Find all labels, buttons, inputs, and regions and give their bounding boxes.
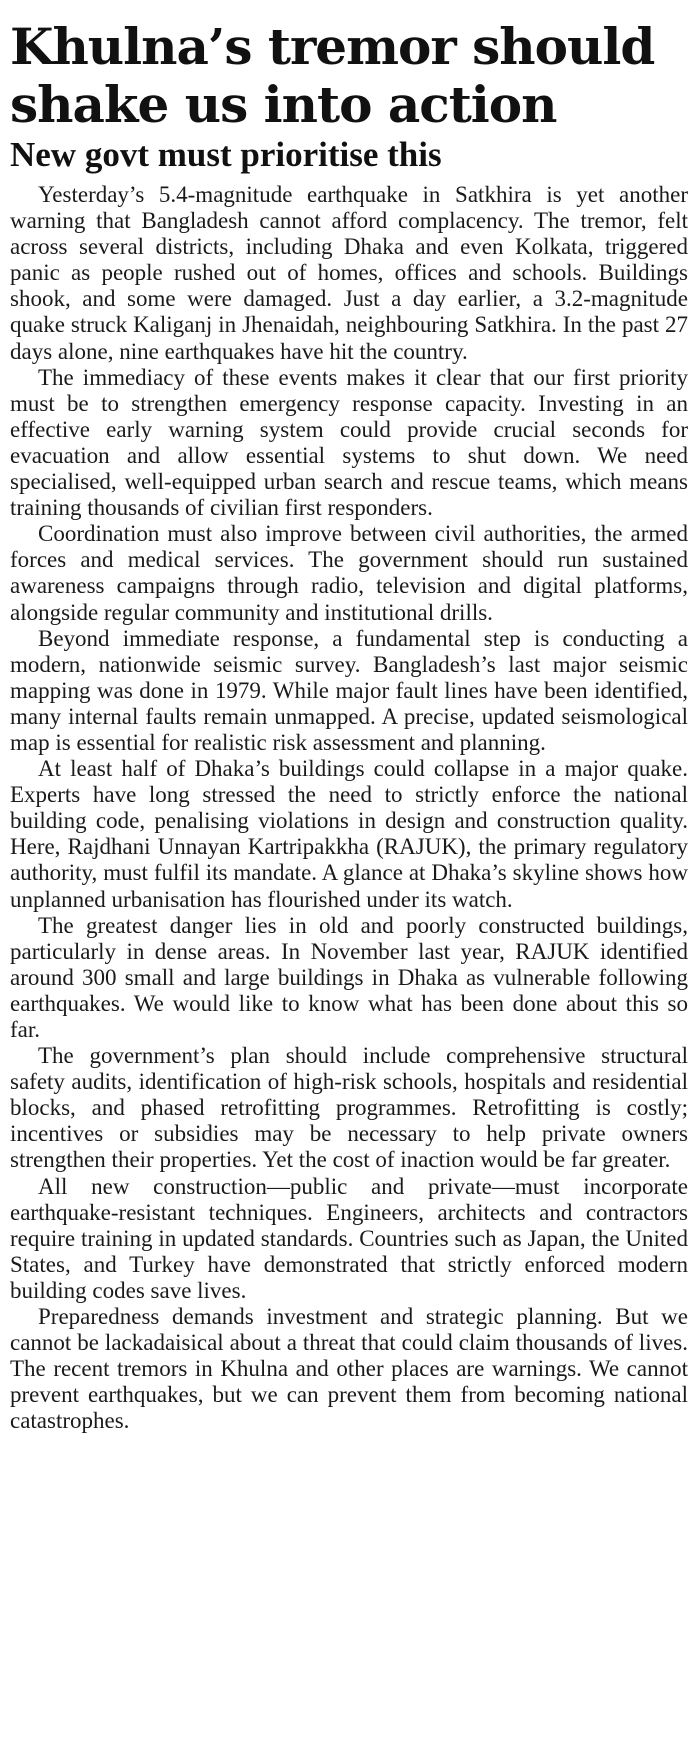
- body-paragraph-5: At least half of Dhaka’s buildings could collapse in a major quake. Experts have long stressed the need to strictly enforce the national building code, penalising violations in design and construction quality. Here, Rajdhani Unnayan Kartripakkha (RAJUK), the primary regulatory authority, must fulfil its mandate. A glance at Dhaka’s skyline shows how unplanned urbanisation has flourished under its watch.: [10, 756, 688, 912]
- body-paragraph-7: The government’s plan should include comprehensive structural safety audits, identification of high-risk schools, hospitals and residential blocks, and phased retrofitting programmes. Retrofitting is costly; incentives or subsidies may be necessary to help private owners strengthen their properties. Yet the cost of inaction would be far greater.: [10, 1043, 688, 1173]
- body-paragraph-4: Beyond immediate response, a fundamental step is conducting a modern, nationwide seismic survey. Bangladesh’s last major seismic mapping was done in 1979. While major fault lines have been identified, many internal faults remain unmapped. A precise, updated seismological map is essential for realistic risk assessment and planning.: [10, 625, 688, 755]
- subheadline: New govt must prioritise this: [10, 135, 442, 174]
- body-paragraph-1: Yesterday’s 5.4-magnitude earthquake in Satkhira is yet another warning that Bangladesh cannot afford complacency. The tremor, felt across several districts, including Dhaka and even Kolkata, triggered panic as people rushed out of homes, offices and schools. Buildings shook, and some were damaged. Just a day earlier, a 3.2-magnitude quake struck Kaliganj in Jhenaidah, neighbouring Satkhira. In the past 27 days alone, nine earthquakes have hit the country.: [10, 182, 688, 364]
- body-paragraph-6: The greatest danger lies in old and poorly constructed buildings, particularly in dense areas. In November last year, RAJUK identified around 300 small and large buildings in Dhaka as vulnerable following earthquakes. We would like to know what has been done about this so far.: [10, 912, 688, 1042]
- headline-line-1: Khulna’s tremor should: [10, 17, 655, 76]
- body-paragraph-3: Coordination must also improve between civil authorities, the armed forces and medical services. The government should run sustained awareness campaigns through radio, television and digital platforms, alongside regular community and institutional drills.: [10, 521, 688, 625]
- headline: [10, 18, 688, 134]
- body-paragraph-9: Preparedness demands investment and strategic planning. But we cannot be lackadaisical about a threat that could claim thousands of lives. The recent tremors in Khulna and other places are warnings. We cannot prevent earthquakes, but we can prevent them from becoming national catastrophes.: [10, 1304, 688, 1434]
- body-paragraph-8: All new construction—public and private—must incorporate earthquake-resistant techniques. Engineers, architects and contractors require training in updated standards. Countries such as Japan, the United States, and Turkey have demonstrated that strictly enforced modern building codes save lives.: [10, 1173, 688, 1303]
- headline-line-2: shake us into action: [10, 75, 557, 134]
- body-paragraph-2: The immediacy of these events makes it clear that our first priority must be to strengthen emergency response capacity. Investing in an effective early warning system could provide crucial seconds for evacuation and allow essential systems to shut down. We need specialised, well-equipped urban search and rescue teams, which means training thousands of civilian first responders.: [10, 364, 688, 521]
- article-body: [10, 182, 688, 1435]
